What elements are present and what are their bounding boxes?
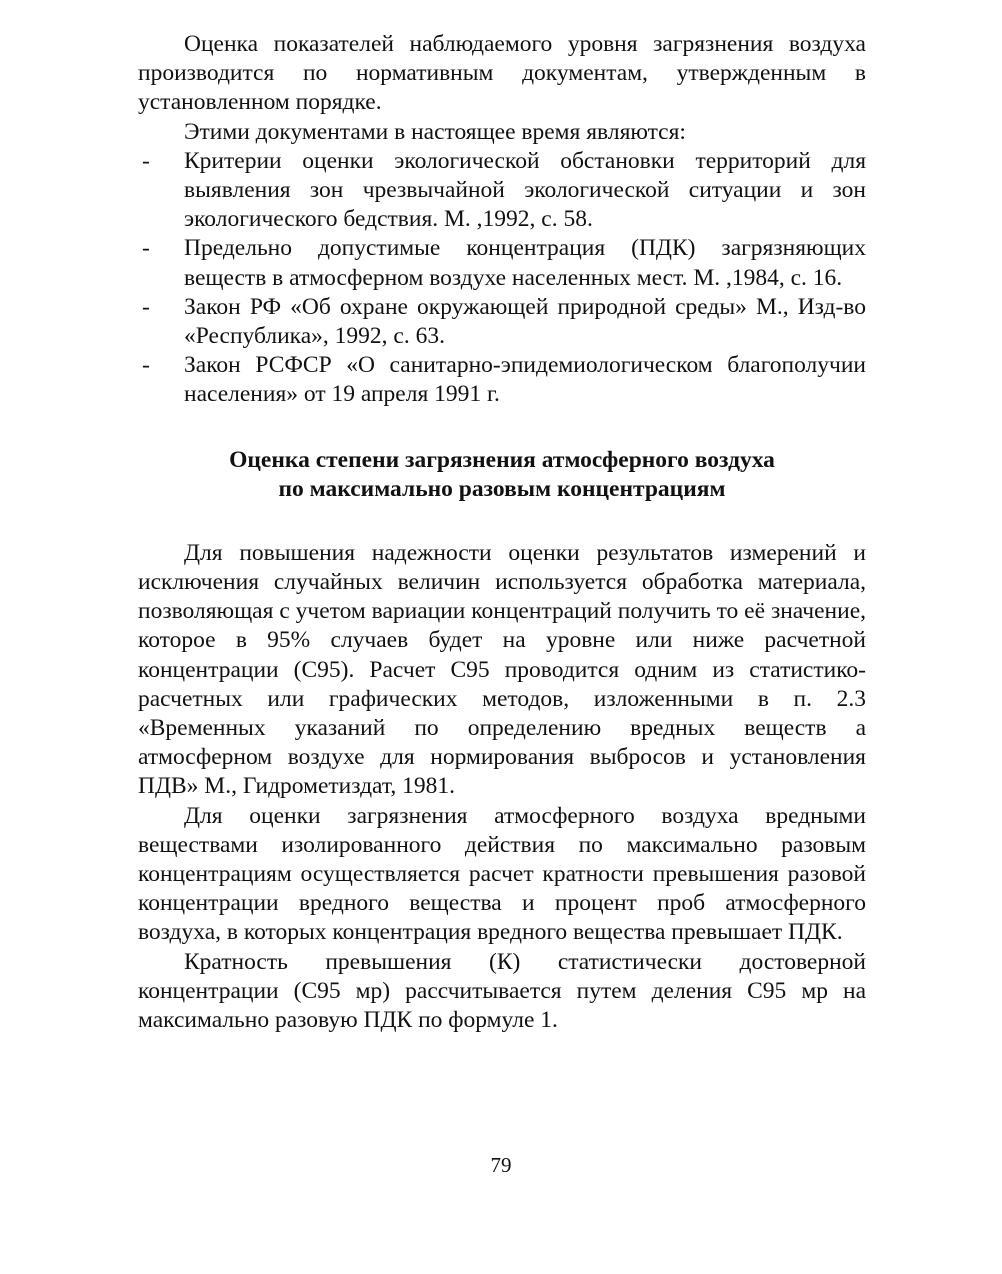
list-bullet: - xyxy=(142,147,150,174)
list-item xyxy=(138,351,866,409)
section-paragraph-3: Кратность превышения (К) статистически достоверной концентрации (С95 мр) рассчитывается путем деления С95 мр на максимально разовую ПДК по формуле 1. xyxy=(138,948,866,1034)
section-heading xyxy=(138,446,866,505)
document-page xyxy=(138,30,866,1035)
list-item xyxy=(138,147,866,235)
list-bullet: - xyxy=(142,235,150,262)
list-item-text: Закон РСФСР «О санитарно-эпидемиологическом благополучии населения» от 19 апреля 1991 г. xyxy=(184,352,866,408)
list-item-text: Закон РФ «Об охране окружающей природной среды» М., Изд-во «Республика», 1992, с. 63. xyxy=(184,293,866,350)
section-paragraph-2: Для оценки загрязнения атмосферного воздуха вредными веществами изолированного действия по максимально разовым концентрациям осуществляется расчет кратности превышения разовой концентрации вредного вещества и процент проб атмосферного воздуха, в которых концентрация вредного вещества превышает ПДК. xyxy=(138,802,866,946)
list-item-text: Критерии оценки экологической обстановки территорий для выявления зон чрезвычайной экологической ситуации и зон экологического бедствия. М. ,1992, с. 58. xyxy=(184,147,866,233)
section-heading-line-2: по максимально разовым концентрациям xyxy=(278,476,726,503)
list-item xyxy=(138,234,866,292)
normative-documents-list xyxy=(138,147,866,410)
intro-paragraph-2: Этими документами в настоящее время являются: xyxy=(184,118,686,145)
intro-paragraph-1: Оценка показателей наблюдаемого уровня загрязнения воздуха производится по нормативным документам, утвержденным в установленном порядке. xyxy=(138,31,866,116)
section-heading-line-1: Оценка степени загрязнения атмосферного воздуха xyxy=(229,446,775,473)
list-item-text: Предельно допустимые концентрация (ПДК) загрязняющих веществ в атмосферном воздухе населенных мест. М. ,1984, с. 16. xyxy=(184,235,866,291)
list-item xyxy=(138,293,866,351)
list-bullet: - xyxy=(142,352,150,379)
page-number: 79 xyxy=(490,1153,512,1177)
list-bullet: - xyxy=(142,293,150,320)
section-paragraph-1: Для повышения надежности оценки результатов измерений и исключения случайных величин используется обработка материала, позволяющая с учетом вариации концентраций получить то её значение, которое в 95% случаев будет на уровне или ниже расчетной концентрации (С95). Расчет С95 проводится одним из статистико-расчетных или графических методов, изложенными в п. 2.3 «Временных указаний по определению вредных веществ а атмосферном воздухе для нормирования выбросов и установления ПДВ» М., Гидрометиздат, 1981. xyxy=(138,539,866,800)
